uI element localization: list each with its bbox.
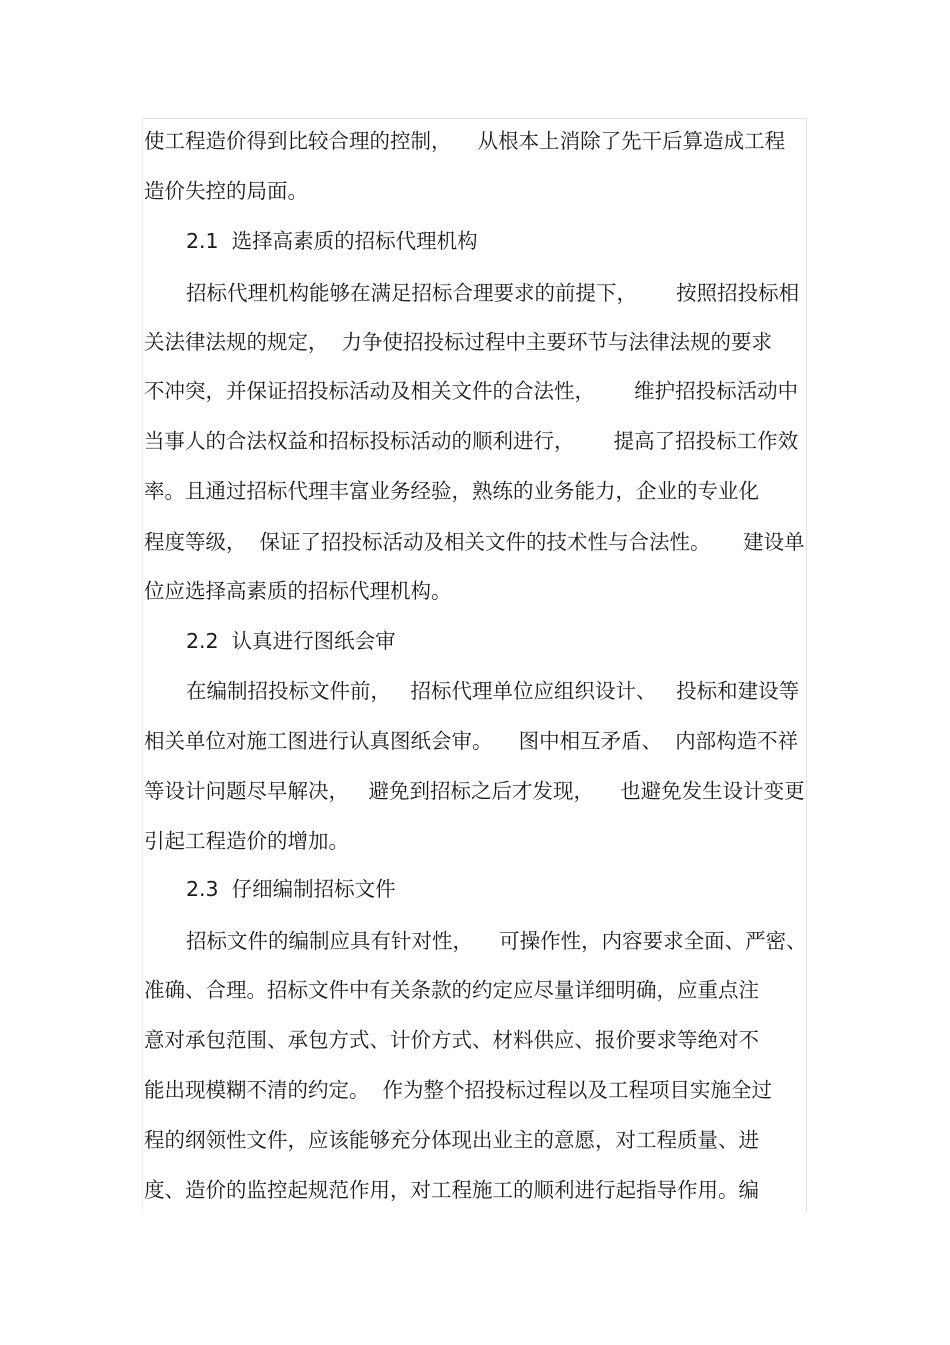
text-line: 在编制招投标文件前， 招标代理单位应组织设计、 投标和建设等 (186, 679, 800, 703)
text-line: 不冲突，并保证招投标活动及相关文件的合法性， 维护招投标活动中 (144, 379, 799, 403)
text-line: 准确、合理。招标文件中有关条款的约定应尽量详细明确，应重点注 (144, 978, 759, 1002)
text-line: 使工程造价得到比较合理的控制， 从根本上消除了先干后算造成工程 (144, 129, 786, 153)
text-line: 度、造价的监控起规范作用，对工程施工的顺利进行起指导作用。编 (144, 1178, 759, 1202)
text-line: 程的纲领性文件，应该能够充分体现出业主的意愿，对工程质量、进 (144, 1128, 759, 1152)
section-heading: 2.3 仔细编制招标文件 (186, 877, 396, 901)
text-line: 位应选择高素质的招标代理机构。 (144, 579, 452, 603)
text-line: 意对承包范围、承包方式、计价方式、材料供应、报价要求等绝对不 (144, 1028, 759, 1052)
text-line: 造价失控的局面。 (144, 179, 308, 203)
text-line: 关法律法规的规定， 力争使招投标过程中主要环节与法律法规的要求 (144, 330, 773, 354)
text-line: 等设计问题尽早解决， 避免到招标之后才发现， 也避免发生设计变更 (144, 779, 805, 803)
text-line: 相关单位对施工图进行认真图纸会审。 图中相互矛盾、 内部构造不祥 (144, 729, 799, 753)
text-line: 招标文件的编制应具有针对性， 可操作性，内容要求全面、严密、 (186, 929, 807, 953)
text-line: 当事人的合法权益和招标投标活动的顺利进行， 提高了招投标工作效 (144, 429, 799, 453)
text-line: 引起工程造价的增加。 (144, 829, 349, 853)
section-heading: 2.1 选择高素质的招标代理机构 (186, 229, 478, 253)
text-line: 程度等级， 保证了招投标活动及相关文件的技术性与合法性。 建设单 (144, 530, 805, 554)
text-line: 招标代理机构能够在满足招标合理要求的前提下， 按照招投标相 (186, 281, 800, 305)
section-heading: 2.2 认真进行图纸会审 (186, 629, 396, 653)
text-line: 能出现模糊不清的约定。 作为整个招投标过程以及工程项目实施全过 (144, 1078, 773, 1102)
text-line: 率。且通过招标代理丰富业务经验，熟练的业务能力，企业的专业化 (144, 479, 759, 503)
